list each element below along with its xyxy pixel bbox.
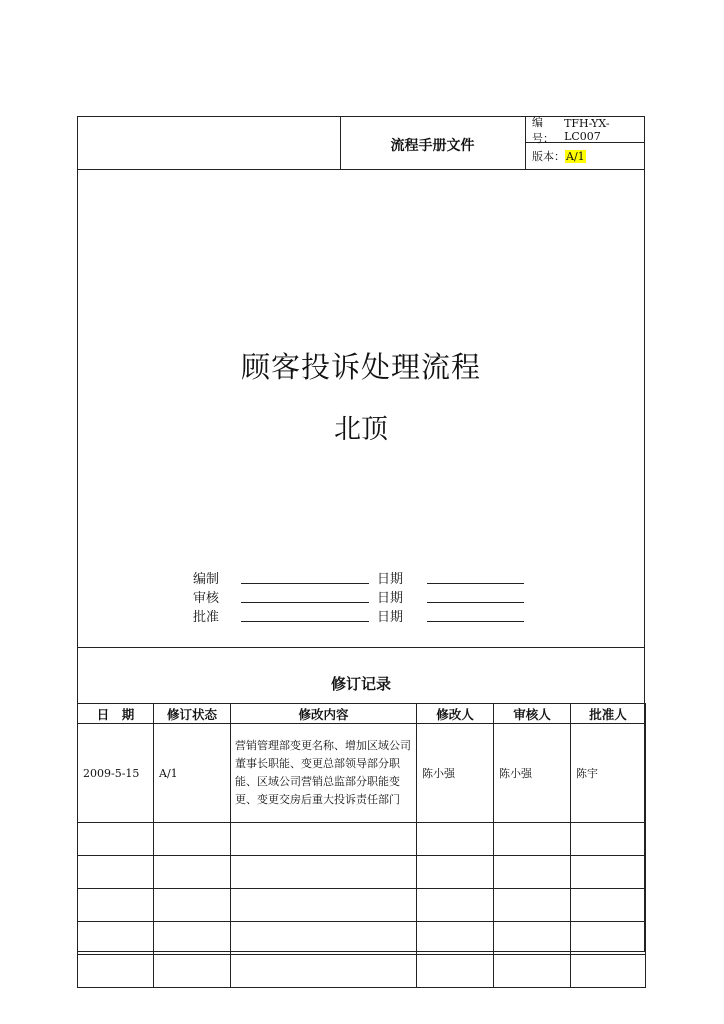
col-content: 修改内容: [231, 704, 417, 724]
header-meta: [526, 117, 644, 169]
date-label: 日期: [377, 591, 404, 606]
sign-label: 批准: [193, 610, 220, 625]
sign-label: 编制: [193, 572, 220, 587]
col-approver: 批准人: [571, 704, 646, 724]
document-frame: [77, 116, 645, 952]
header-doc-type: 流程手册文件: [340, 117, 526, 169]
table-row-empty: [78, 955, 646, 988]
table-row: [78, 724, 646, 823]
doc-code-label: 编号：: [532, 115, 554, 145]
cell-date: 2009-5-15: [78, 724, 154, 823]
sign-row-approve: [193, 606, 533, 625]
doc-version-value: A/1: [566, 149, 585, 163]
revision-title: 修订记录: [330, 675, 391, 693]
date-line[interactable]: [427, 602, 524, 603]
document-header: [78, 117, 644, 170]
date-line[interactable]: [427, 621, 524, 622]
cell-reviewer: 陈小强: [494, 724, 571, 823]
table-row-empty: [78, 856, 646, 889]
cell-modifier: 陈小强: [417, 724, 494, 823]
cell-status: A/1: [154, 724, 231, 823]
revision-table: [77, 703, 646, 988]
cover-section: [78, 169, 644, 648]
doc-version: [526, 143, 644, 169]
cell-approver: 陈宇: [571, 724, 646, 823]
col-status: 修订状态: [154, 704, 231, 724]
sign-row-review: [193, 587, 533, 606]
table-row-empty: [78, 889, 646, 922]
document-subtitle: 北顶: [334, 414, 388, 445]
doc-version-label: 版本：: [532, 150, 565, 163]
col-reviewer: 审核人: [494, 704, 571, 724]
date-line[interactable]: [427, 583, 524, 584]
col-modifier: 修改人: [417, 704, 494, 724]
sign-line[interactable]: [241, 602, 369, 603]
doc-code-value: TFH-YX-LC007: [564, 116, 610, 143]
doc-code: [526, 117, 644, 143]
table-row-empty: [78, 823, 646, 856]
sign-line[interactable]: [241, 621, 369, 622]
sign-label: 审核: [193, 591, 220, 606]
table-row-empty: [78, 922, 646, 955]
document-title: 顾客投诉处理流程: [240, 350, 481, 384]
header-logo-cell: [78, 117, 341, 169]
sign-row-compile: [193, 568, 533, 587]
date-label: 日期: [377, 572, 404, 587]
col-date: 日 期: [78, 704, 154, 724]
date-label: 日期: [377, 610, 404, 625]
cell-content: 营销管理部变更名称、增加区域公司董事长职能、变更总部领导部分职能、区域公司营销总监部分职能变更、变更交房后重大投诉责任部门: [231, 724, 417, 823]
revision-header-row: [78, 704, 646, 724]
sign-line[interactable]: [241, 583, 369, 584]
